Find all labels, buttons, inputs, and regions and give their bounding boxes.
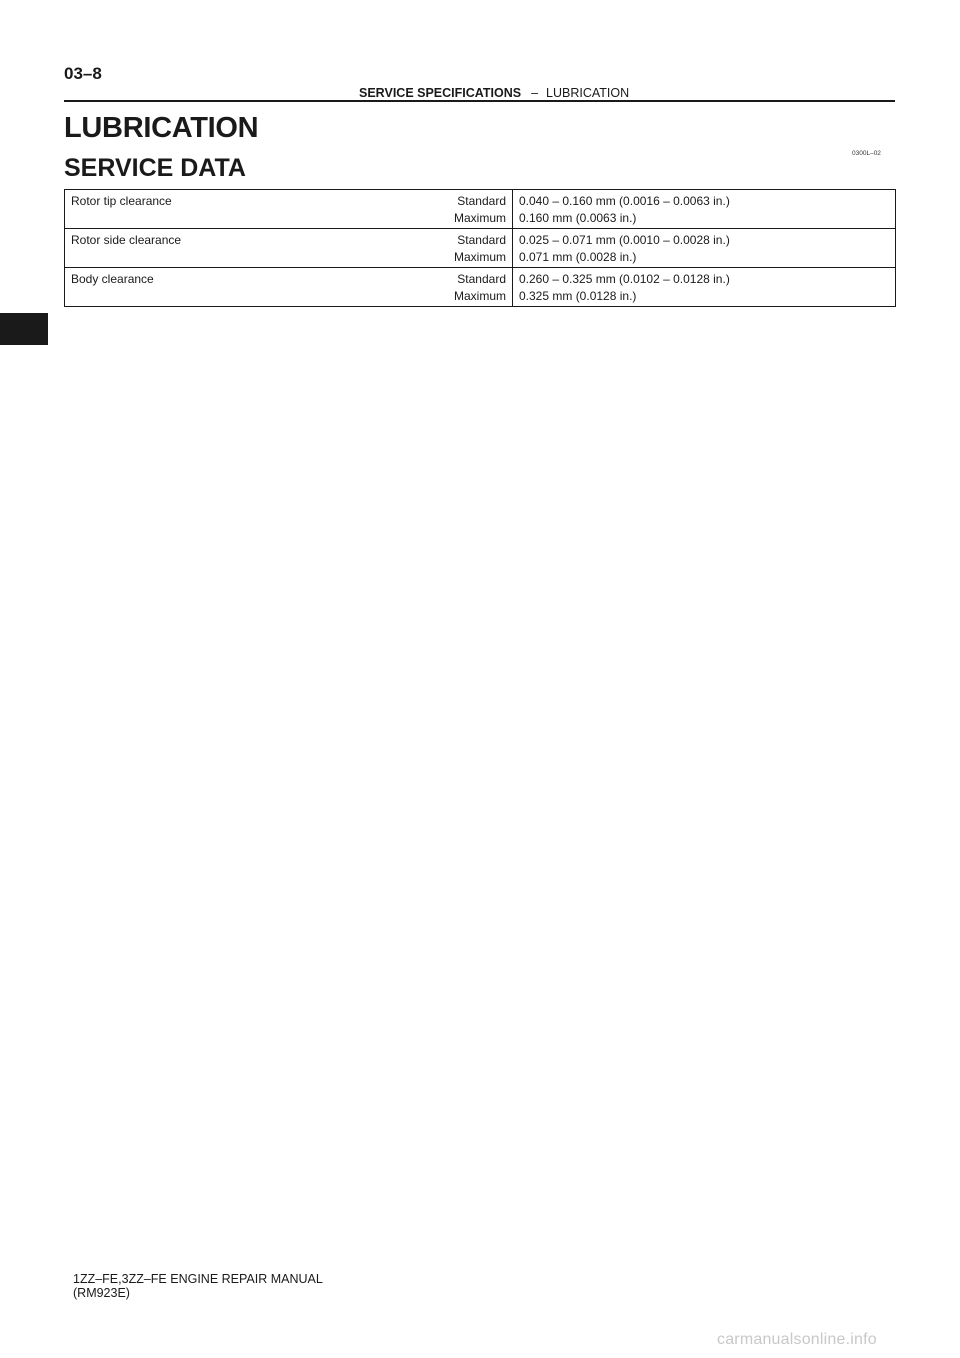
section-tab-marker (0, 313, 48, 345)
item-cell (65, 229, 513, 268)
document-code: 0300L–02 (852, 150, 881, 157)
value-cell (513, 190, 896, 229)
item-label: Rotor side clearance (71, 233, 182, 247)
condition-label: Maximum (453, 289, 506, 303)
subsection-title: SERVICE DATA (64, 154, 246, 182)
condition-label: Maximum (453, 211, 506, 225)
header-text (359, 86, 629, 100)
manual-title: 1ZZ–FE,3ZZ–FE ENGINE REPAIR MANUAL (73, 1272, 323, 1286)
condition-label: Standard (457, 233, 506, 247)
item-cell (65, 268, 513, 307)
page-footer (73, 1272, 323, 1300)
section-title: LUBRICATION (64, 112, 259, 144)
condition-label: Standard (457, 194, 506, 208)
header-separator: – (531, 86, 539, 100)
table-row (65, 190, 896, 229)
value-cell (513, 268, 896, 307)
page-number: 03–8 (64, 64, 102, 83)
item-cell (65, 190, 513, 229)
table-row (65, 268, 896, 307)
page-header (64, 86, 895, 102)
item-label: Rotor tip clearance (71, 194, 172, 208)
spec-value: 0.040 – 0.160 mm (0.0016 – 0.0063 in.) (519, 194, 730, 208)
table-row (65, 229, 896, 268)
spec-value: 0.160 mm (0.0063 in.) (519, 211, 637, 225)
service-data-table (64, 189, 896, 307)
spec-value: 0.071 mm (0.0028 in.) (519, 250, 637, 264)
spec-value: 0.260 – 0.325 mm (0.0102 – 0.0128 in.) (519, 272, 730, 286)
item-label: Body clearance (71, 272, 154, 286)
spec-value: 0.025 – 0.071 mm (0.0010 – 0.0028 in.) (519, 233, 730, 247)
manual-code: (RM923E) (73, 1286, 130, 1300)
condition-label: Standard (457, 272, 506, 286)
watermark-text: carmanualsonline.info (717, 1331, 877, 1348)
condition-label: Maximum (453, 250, 506, 264)
header-section: SERVICE SPECIFICATIONS (359, 86, 522, 100)
header-subsection: LUBRICATION (546, 86, 630, 100)
spec-value: 0.325 mm (0.0128 in.) (519, 289, 637, 303)
value-cell (513, 229, 896, 268)
